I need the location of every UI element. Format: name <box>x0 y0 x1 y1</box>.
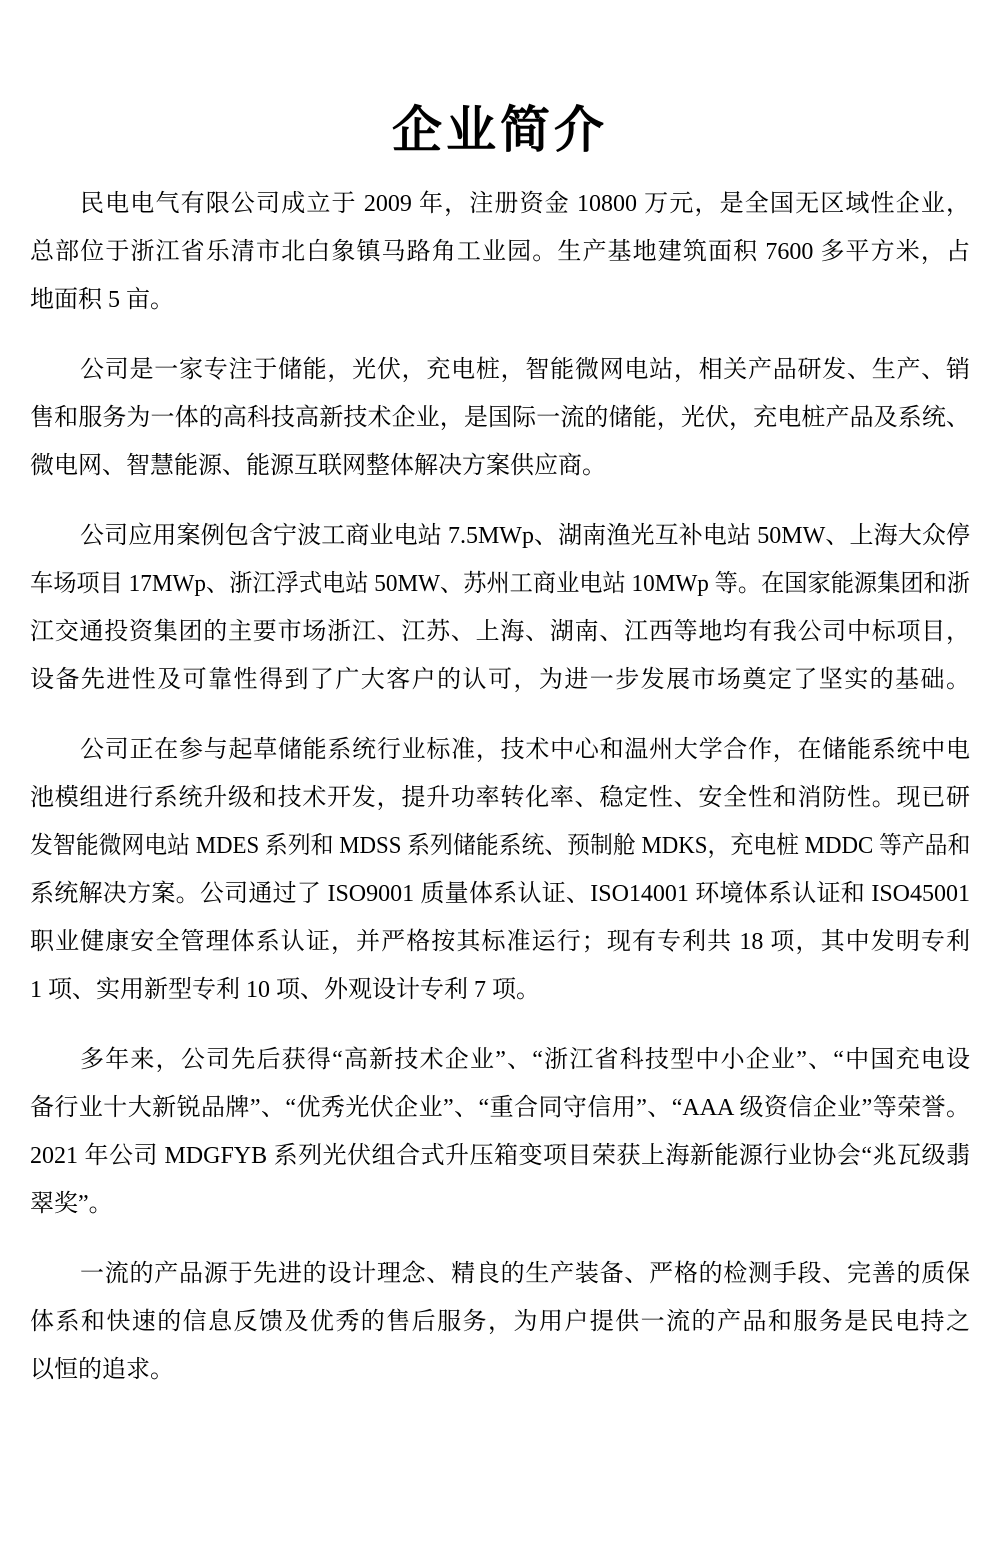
paragraph <box>30 726 970 1014</box>
text-line: 系统解决方案。公司通过了 ISO9001 质量体系认证、ISO14001 环境体系认证和 ISO45001 <box>30 881 970 907</box>
text-line: 一流的产品源于先进的设计理念、精良的生产装备、严格的检测手段、完善的质保 <box>80 1261 970 1287</box>
text-line: 公司正在参与起草储能系统行业标准，技术中心和温州大学合作，在储能系统中电 <box>80 737 970 763</box>
text-line: 池模组进行系统升级和技术开发，提升功率转化率、稳定性、安全性和消防性。现已研 <box>30 785 970 811</box>
text-line: 总部位于浙江省乐清市北白象镇马路角工业园。生产基地建筑面积 7600 多平方米，占 <box>30 239 970 265</box>
text-line: 职业健康安全管理体系认证，并严格按其标准运行；现有专利共 18 项，其中发明专利 <box>30 929 970 955</box>
text-line: 1 项、实用新型专利 10 项、外观设计专利 7 项。 <box>30 977 540 1003</box>
text-line: 公司是一家专注于储能，光伏，充电桩，智能微网电站，相关产品研发、生产、销 <box>80 357 970 383</box>
text-line: 民电电气有限公司成立于 2009 年，注册资金 10800 万元，是全国无区域性企业， <box>80 191 970 217</box>
text-line: 多年来，公司先后获得“高新技术企业”、“浙江省科技型中小企业”、“中国充电设 <box>80 1047 970 1073</box>
paragraph <box>30 1036 970 1228</box>
paragraph <box>30 512 970 704</box>
text-line: 翠奖”。 <box>30 1191 113 1217</box>
text-line: 发智能微网电站 MDES 系列和 MDSS 系列储能系统、预制舱 MDKS，充电桩 MDDC 等产品和 <box>30 833 971 859</box>
document-page <box>0 96 1000 1394</box>
text-line: 微电网、智慧能源、能源互联网整体解决方案供应商。 <box>30 453 606 479</box>
paragraphs-container <box>30 180 970 1394</box>
text-line: 公司应用案例包含宁波工商业电站 7.5MWp、湖南渔光互补电站 50MW、上海大众停 <box>80 523 970 549</box>
text-line: 车场项目 17MWp、浙江浮式电站 50MW、苏州工商业电站 10MWp 等。在国家能源集团和浙 <box>30 571 970 597</box>
paragraph <box>30 180 970 324</box>
text-line: 备行业十大新锐品牌”、“优秀光伏企业”、“重合同守信用”、“AAA 级资信企业”等荣誉。 <box>30 1095 970 1121</box>
paragraph <box>30 1250 970 1394</box>
text-line: 以恒的追求。 <box>30 1357 174 1383</box>
text-line: 设备先进性及可靠性得到了广大客户的认可，为进一步发展市场奠定了坚实的基础。 <box>30 667 970 693</box>
text-line: 2021 年公司 MDGFYB 系列光伏组合式升压箱变项目荣获上海新能源行业协会“兆瓦级翡 <box>30 1143 970 1169</box>
text-line: 江交通投资集团的主要市场浙江、江苏、上海、湖南、江西等地均有我公司中标项目， <box>30 619 970 645</box>
text-line: 地面积 5 亩。 <box>30 287 174 313</box>
paragraph <box>30 346 970 490</box>
text-line: 体系和快速的信息反馈及优秀的售后服务，为用户提供一流的产品和服务是民电持之 <box>30 1309 970 1335</box>
page-title: 企业简介 <box>392 102 608 158</box>
text-line: 售和服务为一体的高科技高新技术企业，是国际一流的储能，光伏，充电桩产品及系统、 <box>30 405 970 431</box>
